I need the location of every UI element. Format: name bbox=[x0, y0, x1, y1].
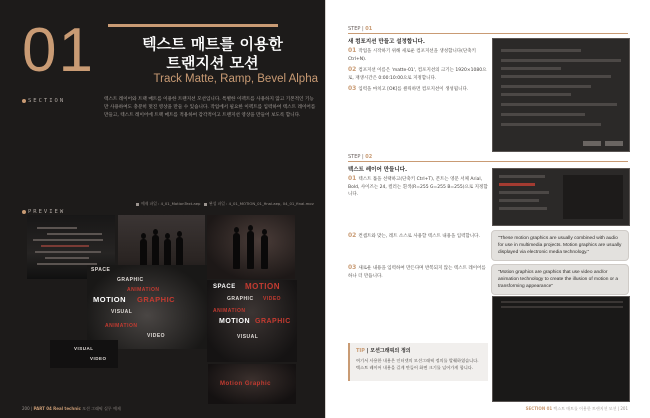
step-2-title: 텍스트 레이어 만들니다. bbox=[348, 167, 408, 173]
step-label: STEP bbox=[348, 154, 361, 160]
text-line bbox=[41, 245, 89, 247]
title-accent-bar bbox=[108, 24, 278, 27]
final-file: 완성 파일 : 4_01_MOTION_01_final.aep, 04_01_final.mov bbox=[209, 201, 314, 206]
step-2-header bbox=[348, 154, 628, 162]
instruction-text: 컴포지션 이름은 'matte-01', 컴포지션의 크기는 1920×1080으로, 재생시간은 0:00:10:00으로 지정합니다. bbox=[348, 68, 487, 81]
right-page bbox=[325, 0, 650, 418]
text-line bbox=[45, 257, 89, 259]
dialog-row bbox=[501, 67, 561, 70]
preview-label-text: PREVIEW bbox=[28, 209, 66, 215]
dialog-row bbox=[501, 85, 591, 88]
bullet-icon bbox=[22, 210, 26, 214]
footer-book: 모션 그래픽 실무 예제 bbox=[82, 406, 121, 411]
word-visual: VISUAL bbox=[74, 346, 94, 351]
panel-row bbox=[501, 301, 623, 303]
word-motion-graphic: Motion Graphic bbox=[220, 381, 271, 387]
word-video: VIDEO bbox=[90, 356, 107, 361]
dialog-row bbox=[501, 59, 621, 62]
instruction-number: 03 bbox=[348, 264, 357, 271]
text-line bbox=[37, 227, 77, 229]
step-1-header bbox=[348, 26, 628, 34]
tip-label: TIP bbox=[356, 348, 365, 354]
dialog-row bbox=[501, 103, 617, 106]
word-motion: MOTION bbox=[93, 295, 126, 304]
dialog-row bbox=[501, 123, 601, 126]
word-graphic-2: GRAPHIC bbox=[255, 318, 291, 325]
step-1-tag: STEP | 01 bbox=[348, 26, 373, 32]
preview-thumbnail-7 bbox=[208, 364, 296, 404]
tip-title: 모션그래픽의 정의 bbox=[370, 348, 411, 354]
square-icon bbox=[136, 203, 139, 206]
silhouette bbox=[152, 235, 159, 269]
section-description: 텍스트 레이어와 트랙 매트를 이용한 트랜지션 모션입니다. 특별한 이펙트를 사용하지 않고 기본적인 기능만 사용하여도 충분히 멋진 영상을 만들 수 있습니다. 작업에서 필요한 이펙트를 입력하여 텍스트 레이어를 만들고, 텍스트 레이어에 트랙 매트를 적용하여 감각적이고 트랜지션 영상을 만들어 보도록 합니다. bbox=[104, 97, 316, 118]
word-space: SPACE bbox=[91, 267, 111, 273]
word-animation: ANIMATION bbox=[127, 287, 160, 293]
page-subtitle: Track Matte, Ramp, Bevel Alpha bbox=[153, 73, 318, 85]
word-visual: VISUAL bbox=[111, 309, 133, 315]
instruction-text: 새로운 내용을 입력하여 만든다며 반복되지 않는 텍스트 레이어를 하나 더 만듭니다. bbox=[348, 266, 486, 279]
panel-row bbox=[499, 199, 539, 202]
panel-row bbox=[499, 183, 535, 186]
composition-text-screenshot bbox=[492, 296, 630, 402]
page-number-left: 200 bbox=[22, 406, 30, 411]
dialog-row bbox=[501, 49, 581, 52]
title-line-2: 트랜지션 모션 bbox=[166, 54, 259, 72]
cancel-button-graphic bbox=[605, 141, 623, 146]
footer-left: 200 | PART 04 Real technic 모션 그래픽 실무 예제 bbox=[22, 406, 121, 411]
instruction-text: 입력을 마치고 [OK]를 클릭하면 컴포지션이 생성됩니다. bbox=[358, 87, 469, 92]
dialog-row bbox=[501, 93, 571, 96]
step-number: 02 bbox=[365, 154, 373, 160]
composition-settings-screenshot bbox=[492, 38, 630, 152]
page-title bbox=[110, 35, 315, 73]
text-callout-1: "These motion graphics are usually combined with audio for use in multimedia projects. Motion graphics are usually displayed via electronic media technology." bbox=[491, 230, 629, 261]
instruction-number: 02 bbox=[348, 66, 357, 73]
chapter-number: 01 bbox=[22, 16, 95, 85]
footer-part: PART 04 Real technic bbox=[33, 406, 81, 411]
word-graphic: GRAPHIC bbox=[117, 277, 144, 283]
silhouette bbox=[261, 235, 268, 269]
silhouette bbox=[233, 233, 240, 269]
section-label-text: SECTION bbox=[28, 98, 66, 104]
step-label: STEP bbox=[348, 26, 361, 32]
bullet-icon bbox=[22, 99, 26, 103]
instruction-number: 01 bbox=[348, 175, 357, 182]
dialog-row bbox=[501, 75, 611, 78]
title-line-1: 텍스트 매트를 이용한 bbox=[142, 35, 283, 53]
page-number-right: 201 bbox=[620, 406, 628, 411]
silhouette bbox=[247, 231, 254, 269]
footer-section: SECTION 01 bbox=[525, 406, 553, 411]
ok-button-graphic bbox=[583, 141, 601, 146]
tip-heading: TIP | 모션그래픽의 정의 bbox=[356, 348, 411, 354]
preview-thumbnail-4 bbox=[87, 265, 207, 349]
panel-row bbox=[499, 175, 545, 178]
instruction-1 bbox=[348, 47, 488, 63]
word-graphic-red: GRAPHIC bbox=[137, 295, 176, 304]
square-icon bbox=[204, 203, 207, 206]
instruction-4 bbox=[348, 175, 488, 199]
panel-preview bbox=[563, 175, 623, 219]
preview-thumbnail-3 bbox=[207, 215, 295, 279]
step-number: 01 bbox=[365, 26, 373, 32]
example-file: 예제 파일 : 4_01_MotionText.aep bbox=[141, 201, 201, 206]
instruction-5 bbox=[348, 232, 488, 241]
section-label bbox=[22, 98, 65, 104]
preview-thumbnail-6 bbox=[50, 340, 118, 368]
panel-row bbox=[499, 207, 547, 210]
preview-thumbnail-5 bbox=[207, 280, 297, 362]
instruction-text: 컨셉트와 맞는, 레트 소스로 사용할 텍스트 내용을 입력합니다. bbox=[358, 234, 480, 239]
text-callout-2: "Motion graphics are graphics that use video and/or animation technology to create the illusion of motion or a transforming appearance" bbox=[491, 264, 629, 295]
word-animation: ANIMATION bbox=[213, 308, 246, 314]
word-motion: MOTION bbox=[245, 282, 280, 291]
footer-right: SECTION 01 텍스트 매트를 이용한 트랜지션 모션 | 201 bbox=[525, 406, 628, 411]
text-line bbox=[47, 233, 102, 235]
panel-row bbox=[499, 191, 549, 194]
word-motion-2: MOTION bbox=[219, 318, 250, 325]
file-info bbox=[136, 201, 314, 207]
word-visual: VISUAL bbox=[237, 334, 259, 340]
instruction-text: 텍스트 툴을 선택하고(단축키 Ctrl+T), 폰트는 영문 서체 Arial, Bold, 사이즈는 24, 컬러는 흰색(R=255 G=255 B=255)으로 지정합니다. bbox=[348, 177, 488, 197]
dialog-row bbox=[501, 113, 585, 116]
word-space: SPACE bbox=[213, 284, 236, 290]
word-video: VIDEO bbox=[147, 333, 166, 339]
step-2-tag: STEP | 02 bbox=[348, 154, 373, 160]
character-panel-screenshot bbox=[492, 168, 630, 226]
panel-row bbox=[501, 306, 623, 308]
instruction-6 bbox=[348, 264, 488, 280]
word-video: VIDEO bbox=[263, 296, 282, 302]
instruction-text: 작업을 시작하기 위해 새로운 컴포지션을 생성합니다(단축키 Ctrl+N). bbox=[348, 49, 476, 62]
text-line bbox=[33, 239, 103, 241]
instruction-number: 02 bbox=[348, 232, 357, 239]
word-animation-2: ANIMATION bbox=[105, 323, 138, 329]
footer-desc: 텍스트 매트를 이용한 트랜지션 모션 bbox=[553, 406, 617, 411]
word-graphic: GRAPHIC bbox=[227, 296, 254, 302]
instruction-3 bbox=[348, 85, 488, 94]
instruction-number: 03 bbox=[348, 85, 357, 92]
instruction-number: 01 bbox=[348, 47, 357, 54]
text-line bbox=[35, 251, 101, 253]
step-1-title: 새 컴포지션 만들고 설정합니다. bbox=[348, 39, 425, 45]
tip-text: 여기서 사용한 내용은 인터넷의 모션그래픽 정의를 발췌하였습니다. 텍스트 레이어 내용을 길게 만들어 화면 크기를 넘어가게 합니다. bbox=[356, 358, 479, 370]
tip-box bbox=[348, 343, 488, 381]
instruction-2 bbox=[348, 66, 488, 82]
